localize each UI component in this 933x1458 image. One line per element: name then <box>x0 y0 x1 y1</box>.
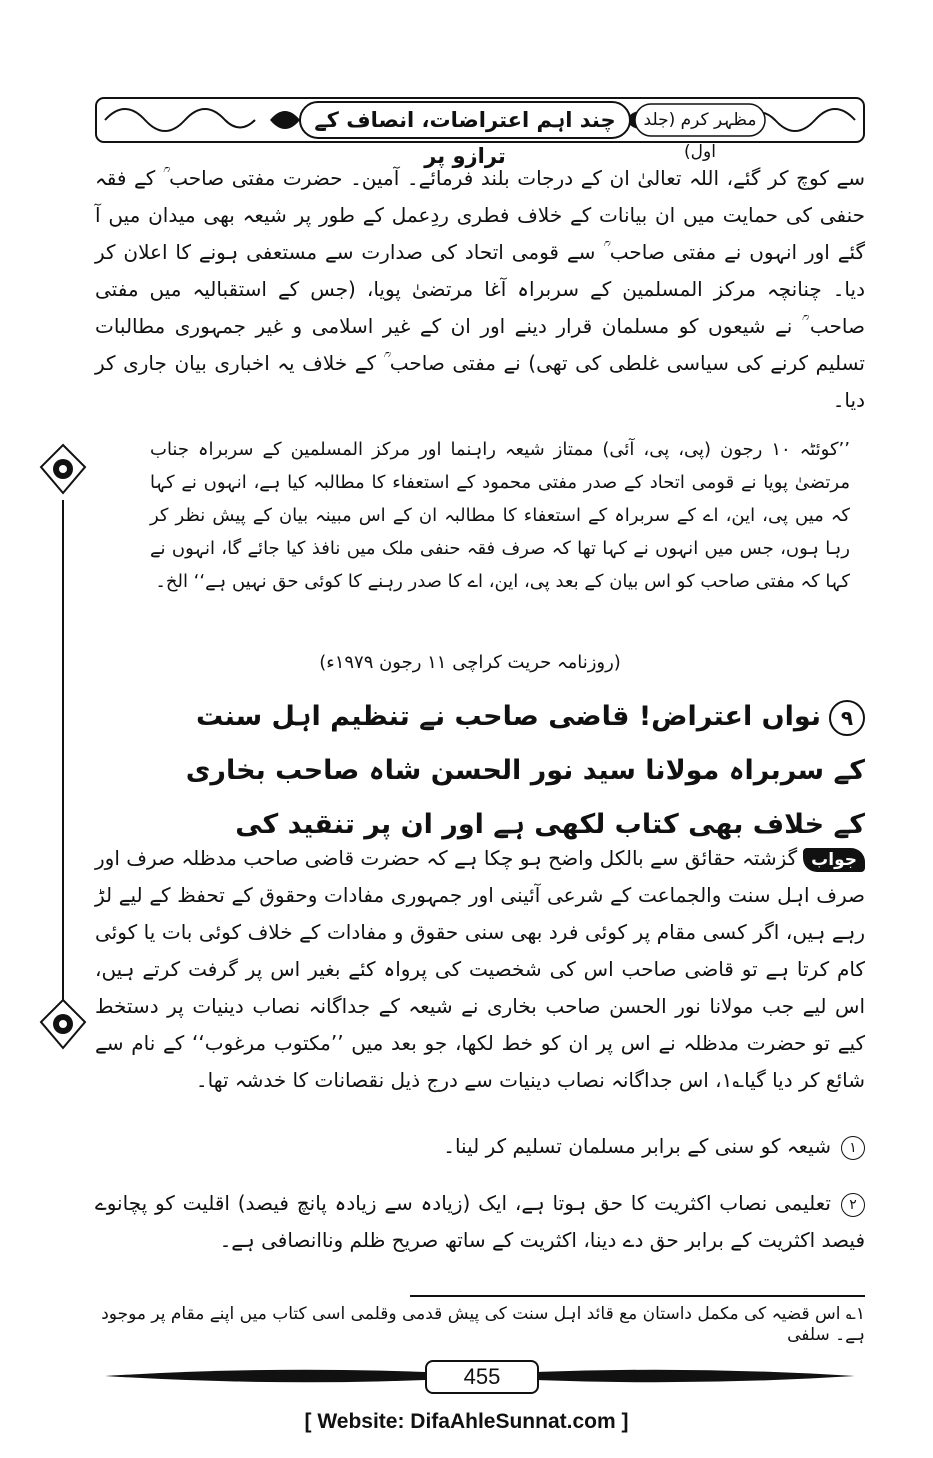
side-ornament <box>28 440 98 1100</box>
chapter-title: چند اہم اعتراضات، انصاف کے ترازو پر <box>314 108 616 168</box>
item-text: تعلیمی نصاب اکثریت کا حق ہوتا ہے، ایک (زیادہ سے زیادہ پانچ فیصد) اقلیت کو پچانوے فیصد اکثریت کے برابر حق دے دینا، اکثریت کے ساتھ صریح ظلم وناانصافی ہے۔ <box>95 1191 865 1252</box>
item-number: ۱ <box>841 1136 865 1160</box>
quote-text: ’’کوئٹہ ۱۰ رجون (پی، پی، آئی) ممتاز شیعہ راہنما اور مرکز المسلمین کے سربراہ جناب مرتضیٰ پویا نے قومی اتحاد کے صدر مفتی محمود کے استعفاء کا مطالبہ کیا ہے، انہوں نے کہا کہ میں پی، این، اے کے سربراہ کے استعفاء کا مطالبہ ان کے اس مبینہ بیان کے پیش نظر کر رہا ہوں، جس میں انہوں نے کہا تھا کہ صرف فقہ حنفی ملک میں نافذ کیا جائے گا، انہوں نے کہا کہ مفتی صاحب کو اس بیان کے بعد پی، این، اے کا صدر رہنے کا کوئی حق نہیں ہے‘‘ الخ۔ <box>150 439 850 592</box>
item-number: ۲ <box>841 1193 865 1217</box>
website-footer: [ Website: DifaAhleSunnat.com ] <box>304 1410 629 1433</box>
page-header <box>95 92 865 168</box>
objection-title: نواں اعتراض! قاضی صاحب نے تنظیم اہل سنت کے سربراہ مولانا سید نور الحسن شاہ صاحب بخاری کے خلاف بھی کتاب لکھی ہے اور ان پر تنقید کی <box>185 701 865 840</box>
intro-text: سے کوچ کر گئے، اللہ تعالیٰ ان کے درجات بلند فرمائے۔ آمین۔ حضرت مفتی صاحب ؒ کے فقہ حنفی کی حمایت میں ان بیانات کے خلاف فطری ردِعمل کے طور پر شیعہ بھی میدان میں آ گئے اور انہوں نے مفتی صاحب ؒ سے قومی اتحاد کی صدارت سے مستعفی ہونے کا اعلان کر دیا۔ چنانچہ مرکز المسلمین کے سربراہ آغا مرتضیٰ پویا، (جس کے استقبالیہ میں مفتی صاحب ؒ نے شیعوں کو مسلمان قرار دینے اور ان کے غیر اسلامی و غیر جمہوری مطالبات تسلیم کرنے کی سیاسی غلطی کی تھی) نے مفتی صاحب ؒ کے خلاف یہ اخباری بیان جاری کر دیا۔ <box>95 166 865 412</box>
footnote: ۱؎ اس قضیہ کی مکمل داستان مع قائد اہل سنت کی پیش قدمی وقلمی اسی کتاب میں اپنے مقام پر موجود ہے۔ سلفی <box>101 1304 865 1345</box>
answer-text: گزشتہ حقائق سے بالکل واضح ہو چکا ہے کہ حضرت قاضی صاحب مدظلہ صرف اور صرف اہل سنت والجماعت کے شرعی آئینی اور جمہوری مفادات وحقوق کے تحفظ کے لیے لڑ رہے ہیں، اگر کسی مقام پر کوئی فرد بھی سنی حقوق و مفادات کے خلاف کوئی بات یا کوئی کام کرتا ہے تو قاضی صاحب اس کی شخصیت کی پرواہ کئے بغیر اس پر گرفت کرتے ہیں، اس لیے جب مولانا نور الحسن صاحب بخاری نے شیعہ کے جداگانہ نصاب دینیات پر دستخط کیے تو حضرت مدظلہ نے اس پر ان کو خط لکھا، جو بعد میں ’’مکتوب مرغوب‘‘ کے نام سے شائع کر دیا گیا؎۱، اس جداگانہ نصاب دینیات سے درج ذیل نقصانات کا خدشہ تھا۔ <box>95 846 865 1092</box>
bottom-medallion-icon <box>41 1000 85 1048</box>
answer-paragraph <box>95 840 865 1099</box>
page-number: 455 <box>425 1360 539 1394</box>
quote-source: (روزنامہ حریت کراچی ۱۱ رجون ۱۹۷۹ء) <box>319 652 621 673</box>
page-number-bar <box>95 1358 865 1394</box>
list-item <box>95 1185 865 1259</box>
intro-paragraph <box>95 160 865 419</box>
top-medallion-icon <box>41 445 85 493</box>
objection-heading <box>175 690 865 852</box>
news-quote <box>150 433 850 598</box>
footnote-divider <box>410 1295 865 1297</box>
book-title: مظہر کرم (جلد اول) <box>643 110 757 162</box>
objection-number: ۹ <box>829 700 865 736</box>
item-text: شیعہ کو سنی کے برابر مسلمان تسلیم کر لینا۔ <box>443 1134 831 1158</box>
list-item <box>95 1128 865 1165</box>
answer-label: جواب <box>803 848 865 872</box>
